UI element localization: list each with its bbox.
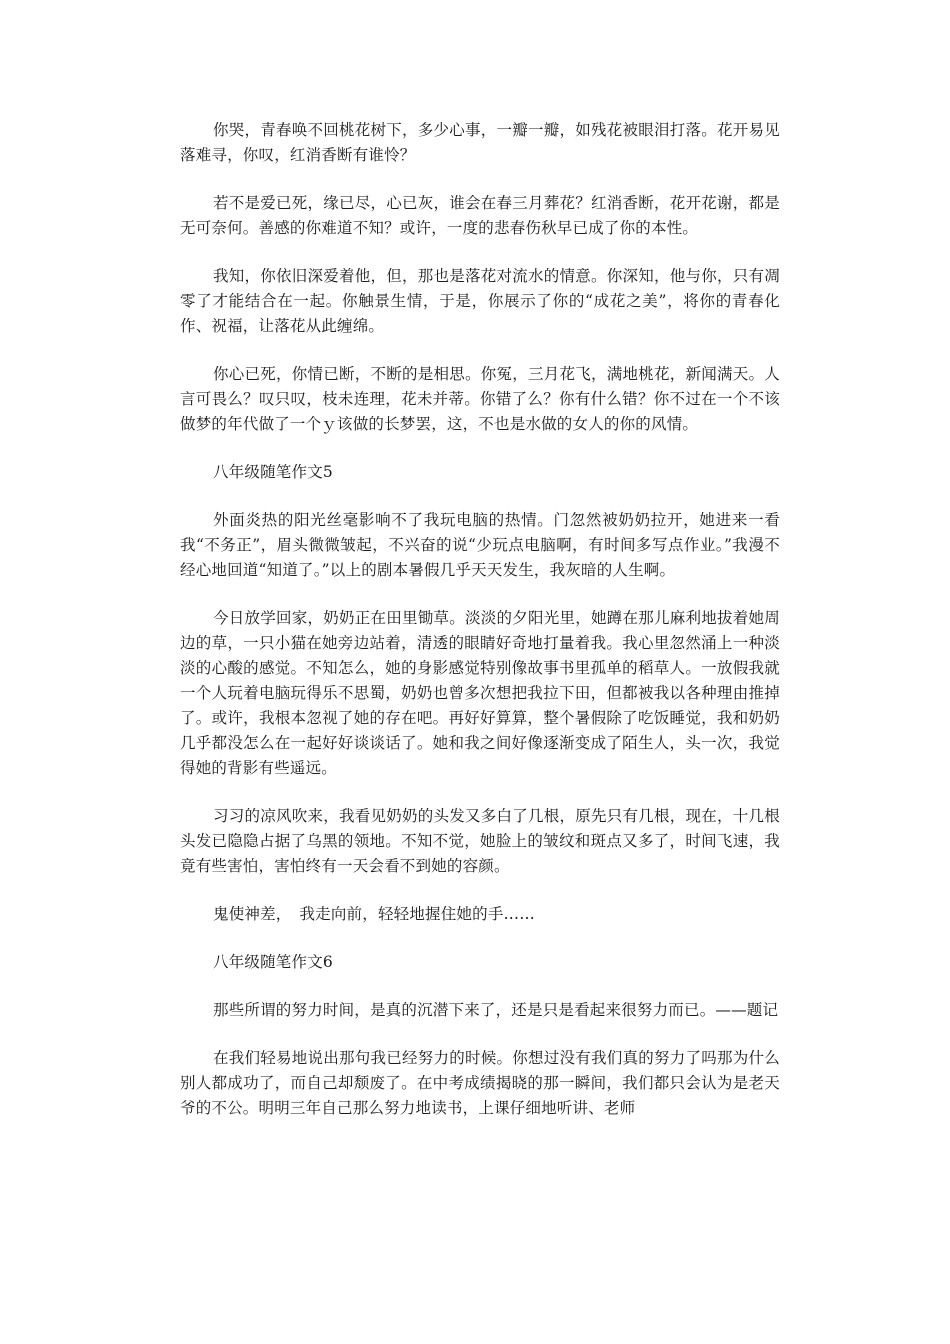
section-heading-5: 八年级随笔作文5: [213, 463, 333, 481]
paragraph-6: 今日放学回家，奶奶正在田里锄草。淡淡的夕阳光里，她蹲在那儿麻利地拔着她周边的草，一只小猫在她旁边站着，清透的眼睛好奇地打量着我。我心里忽然涌上一种淡淡的心酸的感觉。不知怎么，她的身影感觉特别像故事书里孤单的稻草人。一放假我就一个人玩着电脑玩得乐不思蜀，奶奶也曾多次想把我拉下田，但都被我以各种理由推掉了。或许，我根本忽视了她的存在吧。再好好算算，整个暑假除了吃饭睡觉，我和奶奶几乎都没怎么在一起好好谈谈话了。她和我之间好像逐渐变成了陌生人，头一次，我觉得她的背影有些遥远。: [180, 609, 780, 777]
paragraph-7: 习习的凉风吹来，我看见奶奶的头发又多白了几根，原先只有几根，现在，十几根头发已隐隐占据了乌黑的领地。不知不觉，她脸上的皱纹和斑点又多了，时间飞速，我竟有些害怕，害怕终有一天会看不到她的容颜。: [180, 807, 780, 875]
paragraph-5: 外面炎热的阳光丝毫影响不了我玩电脑的热情。门忽然被奶奶拉开，她进来一看我“不务正”，眉头微微皱起，不兴奋的说“少玩点电脑啊，有时间多写点作业。”我漫不经心地回道“知道了。”以上的剧本暑假几乎天天发生，我灰暗的人生啊。: [180, 511, 780, 579]
section-heading-6: 八年级随笔作文6: [213, 953, 333, 971]
paragraph-1: 你哭，青春唤不回桃花树下，多少心事，一瓣一瓣，如残花被眼泪打落。花开易见落难寻，你叹，红消香断有谁怜？: [180, 121, 780, 164]
paragraph-8: 鬼使神差， 我走向前，轻轻地握住她的手……: [213, 905, 535, 923]
paragraph-10: 在我们轻易地说出那句我已经努力的时候。你想过没有我们真的努力了吗那为什么别人都成功了，而自己却颓废了。在中考成绩揭晓的那一瞬间，我们都只会认为是老天爷的不公。明明三年自己那么努力地读书，上课仔细地听讲、老师: [180, 1049, 780, 1117]
paragraph-3: 我知，你依旧深爱着他，但，那也是落花对流水的情意。你深知，他与你，只有凋零了才能结合在一起。你触景生情，于是，你展示了你的“成花之美”，将你的青春化作、祝福，让落花从此缠绵。: [180, 267, 780, 335]
document-page: [180, 118, 780, 1144]
paragraph-9: 那些所谓的努力时间，是真的沉潜下来了，还是只是看起来很努力而已。——题记: [213, 1001, 779, 1019]
paragraph-2: 若不是爱已死，缘已尽，心已灰，谁会在春三月葬花？红消香断，花开花谢，都是无可奈何。善感的你难道不知？或许，一度的悲春伤秋早已成了你的本性。: [180, 194, 780, 237]
paragraph-4: 你心已死，你情已断，不断的是相思。你冤，三月花飞，满地桃花，新闻满天。人言可畏么？叹只叹，枝未连理，花未并蒂。你错了么？你有什么错？你不过在一个不该做梦的年代做了一个ｙ该做的长梦罢，这，不也是水做的女人的你的风情。: [180, 365, 780, 433]
